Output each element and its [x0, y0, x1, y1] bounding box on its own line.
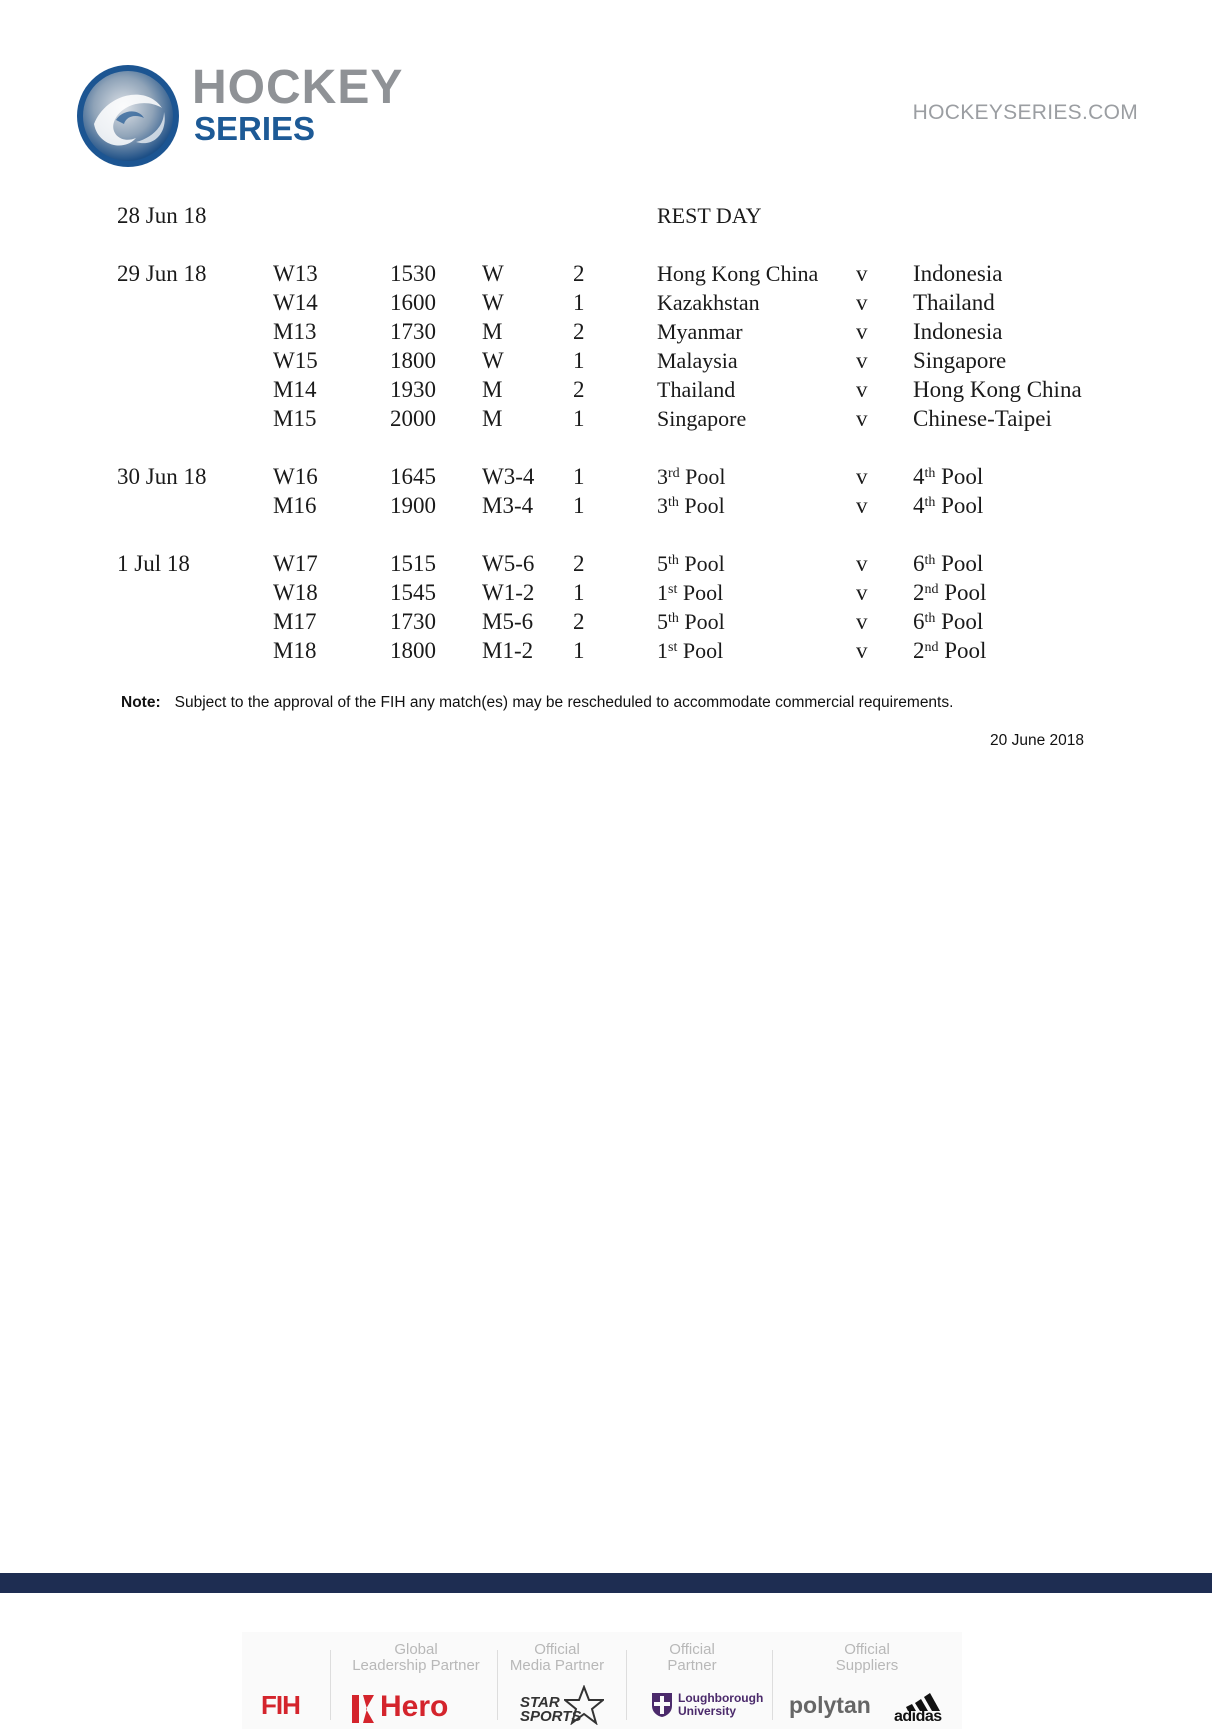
- match-pitch: 2: [573, 319, 585, 344]
- away-team: [913, 580, 986, 606]
- home-pool: Pool: [677, 580, 724, 605]
- match-category: W1-2: [482, 580, 535, 605]
- match-pitch: 2: [573, 609, 585, 634]
- match-category: M: [482, 377, 503, 402]
- match-time: 1900: [390, 493, 436, 518]
- match-code: W16: [273, 464, 318, 489]
- match-pitch: 1: [573, 406, 585, 431]
- home-team: [657, 609, 725, 635]
- home-rank-suffix: rd: [668, 466, 680, 481]
- away-pool: Pool: [938, 580, 987, 605]
- away-pool: Pool: [935, 551, 984, 576]
- versus: v: [856, 464, 868, 489]
- match-row: [0, 261, 1212, 291]
- versus: v: [856, 609, 868, 634]
- away-rank-suffix: nd: [924, 640, 939, 655]
- home-rank: 5: [657, 609, 668, 634]
- hero-logo[interactable]: Hero: [380, 1690, 449, 1723]
- away-pool: Pool: [935, 493, 984, 518]
- home-rank: 1: [657, 638, 668, 663]
- home-team: [657, 638, 723, 664]
- match-row: [0, 319, 1212, 349]
- fih-logo[interactable]: FIH: [261, 1690, 300, 1720]
- match-pitch: 2: [573, 551, 585, 576]
- match-time: 1645: [390, 464, 436, 489]
- hero-mark-icon: [352, 1691, 376, 1725]
- match-pitch: 1: [573, 290, 585, 315]
- match-date: 30 Jun 18: [117, 464, 207, 489]
- home-rank-suffix: st: [668, 640, 678, 655]
- match-row: [0, 493, 1212, 523]
- rest-day-label: REST DAY: [657, 203, 762, 228]
- versus: v: [856, 406, 868, 431]
- away-rank: 4: [913, 493, 925, 518]
- away-rank: 4: [913, 464, 925, 489]
- home-pool: Pool: [678, 609, 725, 634]
- match-time: 1800: [390, 638, 436, 663]
- away-rank: 2: [913, 580, 925, 605]
- note-text: Subject to the approval of the FIH any match(es) may be rescheduled to accommodate commercial requirements.: [174, 694, 954, 711]
- home-team: Malaysia: [657, 348, 738, 373]
- match-row: [0, 406, 1212, 436]
- schedule-note: [121, 694, 953, 712]
- match-code: W17: [273, 551, 318, 576]
- away-team: Hong Kong China: [913, 377, 1082, 402]
- away-rank-suffix: th: [924, 611, 936, 626]
- away-team: [913, 464, 983, 490]
- match-code: M14: [273, 377, 317, 402]
- home-team: [657, 493, 725, 519]
- match-row: [0, 377, 1212, 407]
- match-pitch: 1: [573, 638, 585, 663]
- rest-day-row: [0, 203, 1212, 233]
- versus: v: [856, 377, 868, 402]
- home-rank-suffix: th: [668, 611, 679, 626]
- logo-word-series: SERIES: [194, 110, 316, 147]
- home-rank: 5: [657, 551, 668, 576]
- match-category: W5-6: [482, 551, 535, 576]
- match-category: W: [482, 290, 504, 315]
- match-code: M15: [273, 406, 317, 431]
- match-code: M13: [273, 319, 317, 344]
- away-team: Chinese-Taipei: [913, 406, 1052, 431]
- match-category: M: [482, 406, 503, 431]
- match-category: W: [482, 261, 504, 286]
- versus: v: [856, 580, 868, 605]
- away-team: Singapore: [913, 348, 1007, 373]
- match-pitch: 1: [573, 493, 585, 518]
- match-time: 1800: [390, 348, 436, 373]
- match-pitch: 1: [573, 580, 585, 605]
- match-code: W14: [273, 290, 318, 315]
- loughborough-logo[interactable]: Loughborough University: [678, 1691, 764, 1718]
- match-row: [0, 464, 1212, 494]
- sponsor-role-label: Official Suppliers: [835, 1641, 899, 1674]
- sponsor-strip: [242, 1632, 962, 1729]
- match-date: 1 Jul 18: [117, 551, 190, 576]
- star-sports-logo[interactable]: STAR SPORTS: [520, 1694, 582, 1725]
- match-pitch: 2: [573, 377, 585, 402]
- footer-bar: [0, 1573, 1212, 1593]
- sponsor-role-label: Global Leadership Partner: [352, 1641, 480, 1674]
- match-code: M17: [273, 609, 317, 634]
- match-pitch: 1: [573, 464, 585, 489]
- match-pitch: 2: [573, 261, 585, 286]
- match-category: W3-4: [482, 464, 535, 489]
- away-rank: 6: [913, 551, 925, 576]
- sponsor-divider: [626, 1650, 627, 1720]
- match-date: 28 Jun 18: [117, 203, 207, 228]
- home-pool: Pool: [677, 638, 724, 663]
- versus: v: [856, 551, 868, 576]
- home-team: [657, 551, 725, 577]
- match-code: M16: [273, 493, 317, 518]
- match-time: 1600: [390, 290, 436, 315]
- away-rank-suffix: th: [924, 466, 936, 481]
- away-rank: 6: [913, 609, 925, 634]
- match-category: M3-4: [482, 493, 534, 518]
- away-rank-suffix: th: [924, 553, 936, 568]
- polytan-logo[interactable]: polytan: [789, 1692, 871, 1718]
- away-team: [913, 493, 983, 519]
- home-team: Thailand: [657, 377, 736, 402]
- match-row: [0, 580, 1212, 610]
- home-pool: Pool: [678, 551, 725, 576]
- match-category: W: [482, 348, 504, 373]
- sponsor-divider: [772, 1650, 773, 1720]
- away-rank-suffix: th: [924, 495, 936, 510]
- home-team: Singapore: [657, 406, 747, 431]
- star-icon: [564, 1685, 604, 1725]
- hockey-series-logo: [76, 62, 406, 172]
- sponsor-role-label: Official Partner: [667, 1641, 717, 1674]
- match-category: M5-6: [482, 609, 534, 634]
- away-team: [913, 551, 983, 577]
- match-time: 2000: [390, 406, 436, 431]
- match-time: 1545: [390, 580, 436, 605]
- match-row: [0, 290, 1212, 320]
- match-row: [0, 348, 1212, 378]
- match-time: 1530: [390, 261, 436, 286]
- home-team: Hong Kong China: [657, 261, 819, 286]
- match-pitch: 1: [573, 348, 585, 373]
- versus: v: [856, 348, 868, 373]
- home-team: Kazakhstan: [657, 290, 760, 315]
- home-pool: Pool: [678, 493, 725, 518]
- match-time: 1515: [390, 551, 436, 576]
- match-row: [0, 551, 1212, 581]
- versus: v: [856, 261, 868, 286]
- sponsor-divider: [330, 1650, 331, 1720]
- match-code: W13: [273, 261, 318, 286]
- hockey-series-emblem-icon: [76, 64, 180, 168]
- match-code: M18: [273, 638, 317, 663]
- match-code: W15: [273, 348, 318, 373]
- home-rank-suffix: th: [668, 495, 679, 510]
- home-rank: 1: [657, 580, 668, 605]
- away-team: Thailand: [913, 290, 995, 315]
- match-date: 29 Jun 18: [117, 261, 207, 286]
- sponsor-role-label: Official Media Partner: [509, 1641, 605, 1674]
- match-category: M: [482, 319, 503, 344]
- home-rank: 3: [657, 493, 668, 518]
- versus: v: [856, 319, 868, 344]
- university-crest-icon: [651, 1692, 673, 1718]
- away-pool: Pool: [935, 464, 984, 489]
- home-rank-suffix: st: [668, 582, 678, 597]
- match-time: 1930: [390, 377, 436, 402]
- away-pool: Pool: [938, 638, 987, 663]
- match-time: 1730: [390, 319, 436, 344]
- issue-date: 20 June 2018: [990, 732, 1084, 749]
- away-rank: 2: [913, 638, 925, 663]
- versus: v: [856, 493, 868, 518]
- logo-word-hockey: HOCKEY: [192, 61, 404, 114]
- away-pool: Pool: [935, 609, 984, 634]
- site-url[interactable]: HOCKEYSERIES.COM: [912, 101, 1138, 124]
- versus: v: [856, 290, 868, 315]
- away-team: [913, 609, 983, 635]
- adidas-logo[interactable]: adidas: [894, 1708, 942, 1725]
- away-rank-suffix: nd: [924, 582, 939, 597]
- home-team: Myanmar: [657, 319, 743, 344]
- home-team: [657, 580, 723, 606]
- match-code: W18: [273, 580, 318, 605]
- note-label: Note:: [121, 694, 161, 711]
- away-team: Indonesia: [913, 319, 1003, 344]
- home-rank-suffix: th: [668, 553, 679, 568]
- match-time: 1730: [390, 609, 436, 634]
- home-rank: 3: [657, 464, 668, 489]
- match-row: [0, 638, 1212, 668]
- away-team: Indonesia: [913, 261, 1003, 286]
- match-row: [0, 609, 1212, 639]
- home-team: [657, 464, 726, 490]
- home-pool: Pool: [679, 464, 726, 489]
- match-category: M1-2: [482, 638, 534, 663]
- away-team: [913, 638, 986, 664]
- versus: v: [856, 638, 868, 663]
- sponsor-divider: [497, 1650, 498, 1720]
